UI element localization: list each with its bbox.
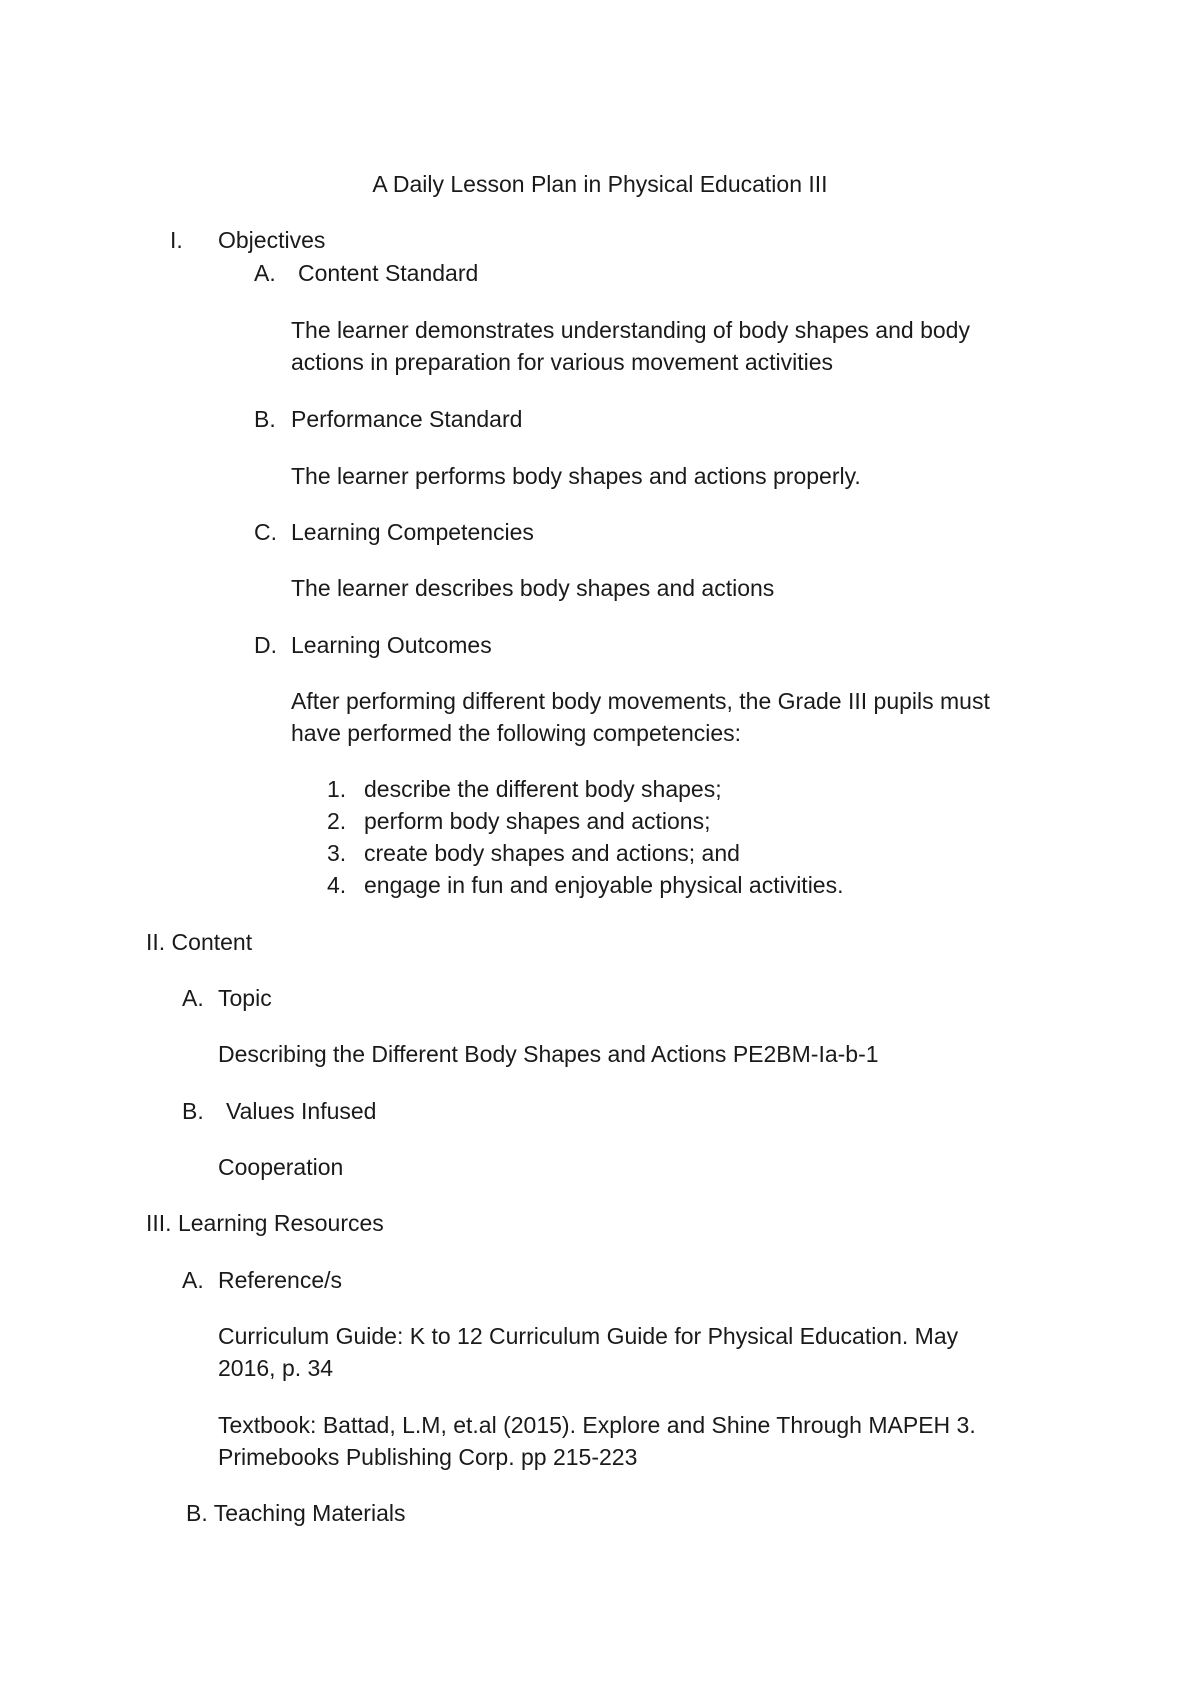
subsection-marker-topic: A.: [182, 985, 204, 1011]
subsection-heading-performance-standard: Performance Standard: [291, 406, 523, 432]
list-item-marker: 3.: [327, 840, 347, 866]
topic-text: Describing the Different Body Shapes and Actions PE2BM-Ia-b-1: [218, 1041, 879, 1067]
subsection-heading-teaching-materials: B. Teaching Materials: [186, 1500, 406, 1526]
learning-competencies-text: The learner describes body shapes and actions: [291, 575, 775, 601]
section-heading-content: II. Content: [146, 929, 253, 955]
content-standard-text-line2: actions in preparation for various movement activities: [291, 349, 834, 375]
list-item-marker: 4.: [327, 872, 347, 898]
subsection-heading-content-standard: Content Standard: [298, 260, 479, 286]
list-item: engage in fun and enjoyable physical activities.: [364, 872, 844, 898]
reference-curriculum-line1: Curriculum Guide: K to 12 Curriculum Guide for Physical Education. May: [218, 1323, 959, 1349]
subsection-heading-references: Reference/s: [218, 1267, 343, 1293]
subsection-marker-values-infused: B.: [182, 1098, 204, 1124]
subsection-marker-learning-competencies: C.: [254, 519, 277, 545]
performance-standard-text: The learner performs body shapes and actions properly.: [291, 463, 861, 489]
subsection-heading-values-infused: Values Infused: [226, 1098, 377, 1124]
content-standard-text-line1: The learner demonstrates understanding of body shapes and body: [291, 317, 970, 343]
subsection-heading-learning-outcomes: Learning Outcomes: [291, 632, 492, 658]
reference-curriculum-line2: 2016, p. 34: [218, 1355, 334, 1381]
learning-outcomes-text-line1: After performing different body movements, the Grade III pupils must: [291, 688, 990, 714]
section-marker-objectives: I.: [170, 227, 183, 253]
values-infused-text: Cooperation: [218, 1154, 344, 1180]
list-item-marker: 1.: [327, 776, 347, 802]
list-item: create body shapes and actions; and: [364, 840, 740, 866]
reference-textbook-line1: Textbook: Battad, L.M, et.al (2015). Explore and Shine Through MAPEH 3.: [218, 1412, 976, 1438]
section-heading-objectives: Objectives: [218, 227, 326, 253]
subsection-marker-references: A.: [182, 1267, 204, 1293]
reference-textbook-line2: Primebooks Publishing Corp. pp 215-223: [218, 1444, 638, 1470]
subsection-marker-content-standard: A.: [254, 260, 276, 286]
list-item: perform body shapes and actions;: [364, 808, 711, 834]
document-title: A Daily Lesson Plan in Physical Education III: [372, 171, 828, 197]
learning-outcomes-text-line2: have performed the following competencies:: [291, 720, 742, 746]
subsection-heading-topic: Topic: [218, 985, 272, 1011]
list-item: describe the different body shapes;: [364, 776, 722, 802]
list-item-marker: 2.: [327, 808, 347, 834]
subsection-marker-performance-standard: B.: [254, 406, 276, 432]
subsection-marker-learning-outcomes: D.: [254, 632, 277, 658]
section-heading-learning-resources: III. Learning Resources: [146, 1210, 384, 1236]
subsection-heading-learning-competencies: Learning Competencies: [291, 519, 534, 545]
